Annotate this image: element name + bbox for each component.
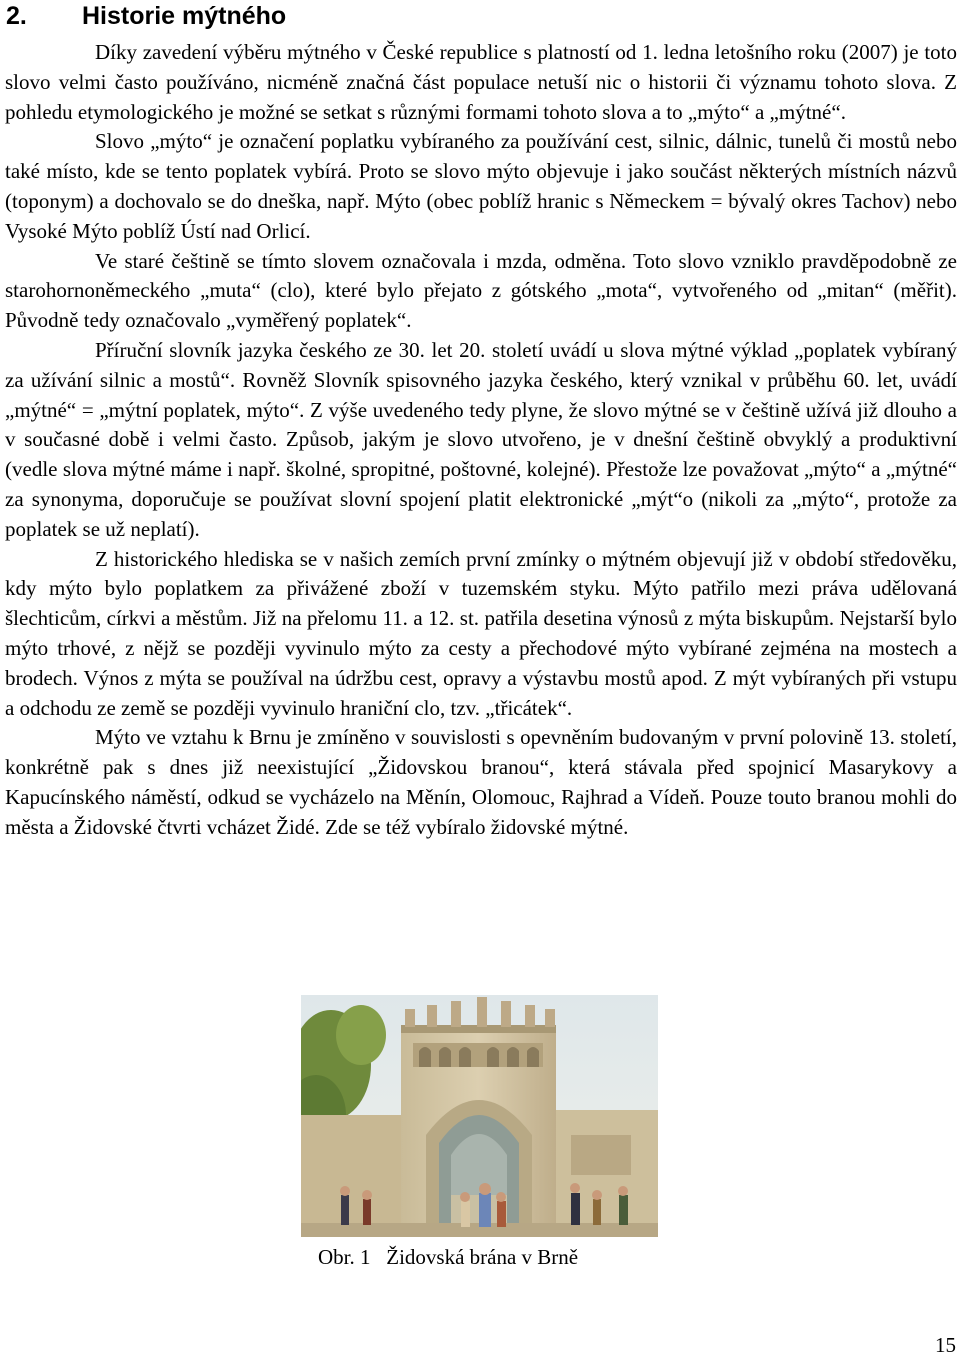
gate-illustration xyxy=(301,995,658,1237)
page-number: 15 xyxy=(935,1333,956,1357)
paragraph-4: Příruční slovník jazyka českého ze 30. let 20. století uvádí u slova mýtné výklad „poplatek vybíraný za užívání silnic a mostů“. Rovněž Slovník spisovného jazyka českého, který vznikal v průběhu 60. let, uvádí „mýtné“ = „mýtní poplatek, mýto“. Z výše uvedeného tedy plyne, že slovo mýtné se v češtině užívá již dlouho a v současné době i velmi často. Způsob, jakým je slovo utvořeno, je v dnešní češtině obvyklý a produktivní (vedle slova mýtné máme i např. školné, spropitné, poštovné, kolejné). Přestože lze považovat „mýto“ a „mýtné“ za synonyma, doporučuje se používat slovní spojení platit elektronické „mýt“o (nikoli za „mýto“, protože za poplatek se už neplatí). xyxy=(5,337,957,541)
paragraph-2: Slovo „mýto“ je označení poplatku vybíraného za používání cest, silnic, dálnic, tunelů či mostů nebo také místo, kde se tento poplatek vybírá. Proto se slovo mýto objevuje i jako součást některých místních názvů (toponym) a dochovalo se do dneška, např. Mýto (obec poblíž hranic s Německem = bývalý okres Tachov) nebo Vysoké Mýto poblíž Ústí nad Orlicí. xyxy=(5,129,957,243)
paragraph-3: Ve staré češtině se tímto slovem označovala i mzda, odměna. Toto slovo vzniklo pravděpodobně ze starohornoněmeckého „muta“ (clo), které bylo přejato z gótského „mota“, vytvořeného od „mitan“ (měřit). Původně tedy označovalo „vyměřený poplatek“. xyxy=(5,248,957,333)
paragraph-5: Z historického hlediska se v našich zemích první zmínky o mýtném objevují již v období středověku, kdy mýto bylo poplatkem za přivážené zboží v tuzemském styku. Mýto patřilo mezi práva udělovaná šlechticům, církvi a městům. Již na přelomu 11. a 12. st. patřila desetina výnosů z mýta biskupům. Nejstarší bylo mýto trhové, z nějž se později vyvinulo mýto za cesty a přechodové mýto vybírané zejména na mostech a brodech. Výnos z mýta se používal na údržbu cest, opravy a výstavbu mostů apod. Z mýt vybíraných při vstupu a odchodu ze země se později vyvinulo hraniční clo, tzv. „třicátek“. xyxy=(5,546,957,720)
body-text xyxy=(5,38,957,843)
paragraph-1: Díky zavedení výběru mýtného v České republice s platností od 1. ledna letošního roku (2007) je toto slovo velmi často používáno, nicméně značná část populace netuší nic o historii či významu tohoto slova. Z pohledu etymologického je možné se setkat s různými formami tohoto slova a to „mýto“ a „mýtné“. xyxy=(5,40,957,124)
section-title: Historie mýtného xyxy=(82,2,287,30)
paragraph-6: Mýto ve vztahu k Brnu je zmíněno v souvislosti s opevněním budovaným v první polovině 13. století, konkrétně pak s dnes již neexistující „Židovskou branou“, která stávala před spojnicí Masarykovy a Kapucínského náměstí, odkud se vycházelo na Měnín, Olomouc, Rajhrad a Vídeň. Pouze touto branou mohli do města a Židovské čtvrti vcházet Židé. Zde se též vybíralo židovské mýtné. xyxy=(5,725,957,839)
section-heading xyxy=(6,0,286,32)
section-number: 2. xyxy=(6,2,27,30)
figure-caption: Obr. 1 Židovská brána v Brně xyxy=(318,1245,579,1269)
